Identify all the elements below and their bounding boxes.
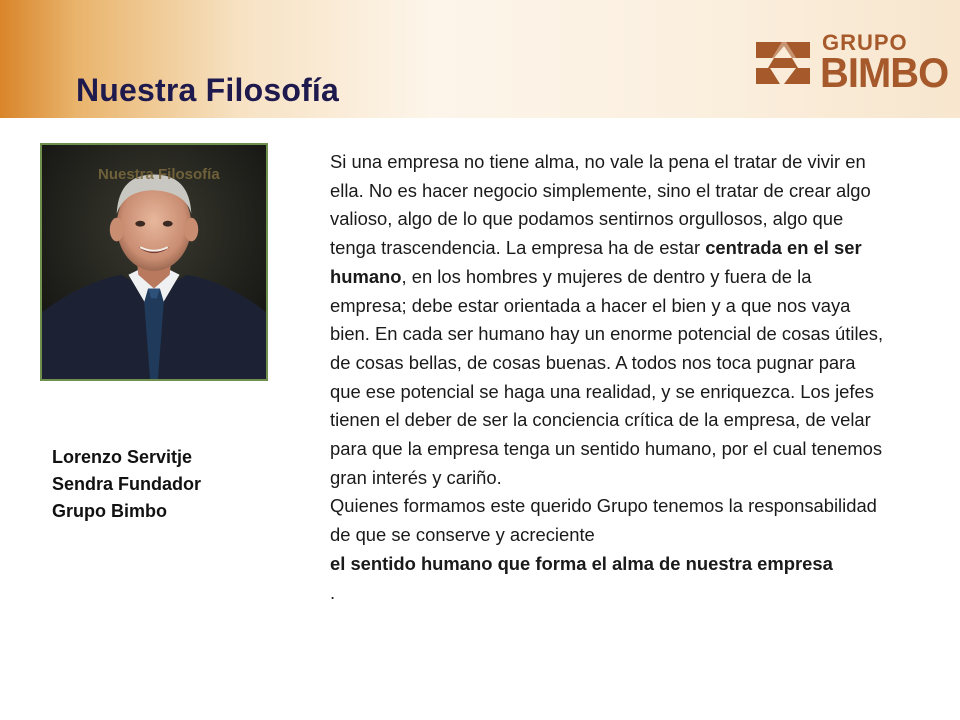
founder-name: Lorenzo Servitje [52,447,193,467]
founder-name-block [52,444,201,525]
philosophy-paragraph-2: Quienes formamos este querido Grupo tenemos la responsabilidad de que se conserve y acreciente [330,495,877,546]
philosophy-paragraph-4: . [330,581,336,603]
page-title: Nuestra Filosofía [76,72,340,108]
logo-grupo-text: GRUPO [822,30,908,55]
bimbo-logo-mark-icon [752,32,814,94]
founder-title: Sendra Fundador [52,474,202,494]
emphasis-text: el sentido humano que forma el alma de nuestra empresa [330,552,833,574]
philosophy-paragraph-1 [330,148,890,492]
founder-company: Grupo Bimbo [52,501,167,521]
philosophy-paragraph-3 [330,550,890,579]
emphasis-text: centrada en el ser humano [330,237,862,287]
paragraph-text: , en los hombres y mujeres de dentro y fuera de la empresa; debe estar orientada a hacer el bien y a que nos vaya bien. En cada ser humano hay un enorme potencial de cosas útiles, de cosas bellas, de cosas buenas. A todos nos toca pugnar para que ese potencial se haga una realidad, y se enriquezca. Los jefes tienen el deber de ser la conciencia crítica de la empresa, de velar para que la empresa tenga un sentido humano, por el cual tenemos gran interés y cariño. [330,265,884,488]
philosophy-text [330,148,890,607]
grupo-bimbo-logo [752,30,948,96]
paragraph-text: Si una empresa no tiene alma, no vale la pena el tratar de vivir en ella. No es hacer negocio simplemente, sino el tratar de crear algo valioso, algo de lo que podamos sentirnos orgullosos, algo que tenga trascendencia. La empresa ha de estar [330,151,871,259]
logo-bimbo-text: BIMBO [820,49,949,96]
photo-caption: Nuestra Filosofía [98,166,220,183]
